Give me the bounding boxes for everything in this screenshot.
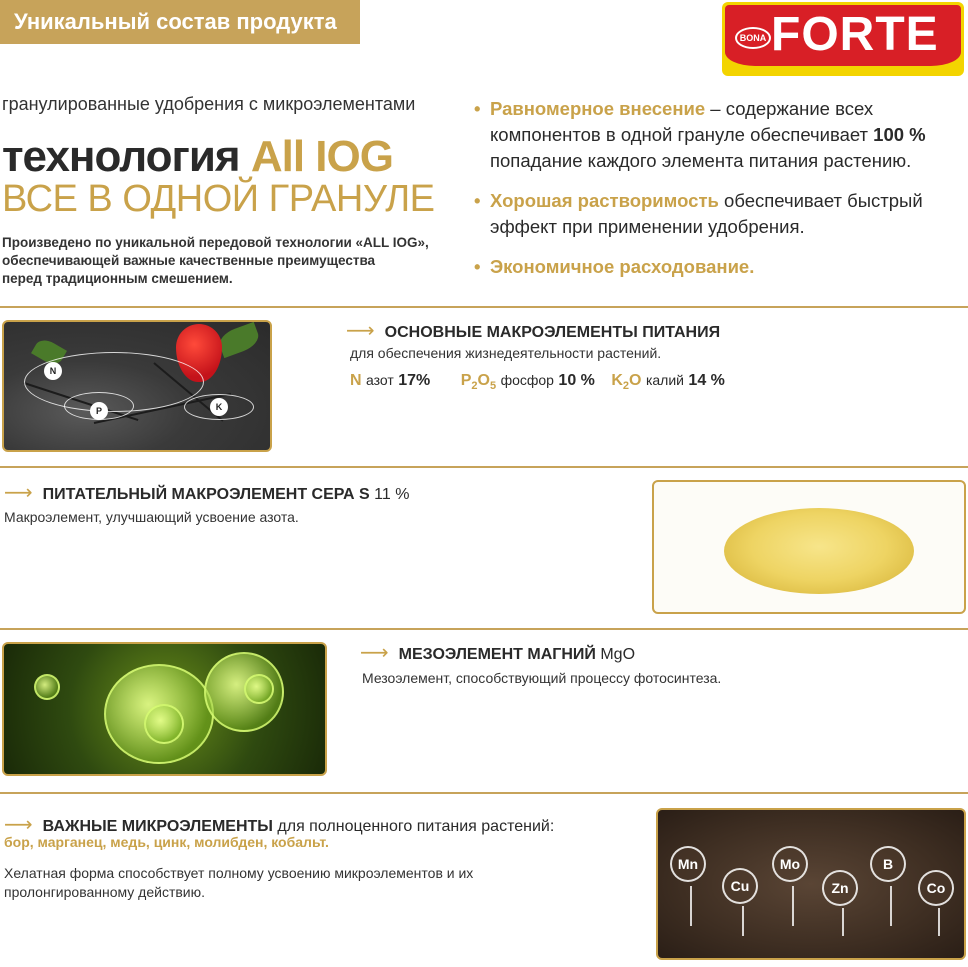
benefits-list xyxy=(474,96,964,294)
technology-title xyxy=(2,132,393,182)
nitrogen-label: N xyxy=(44,362,62,380)
copper-label: Cu xyxy=(722,868,758,904)
magnesium-text: Мезоэлемент, способствующий процессу фотосинтеза. xyxy=(362,670,722,686)
potassium-label: K xyxy=(210,398,228,416)
benefit-text: – содержание всех компонентов в одной грануле обеспечивает xyxy=(490,98,874,145)
magnesium-symbol: MgO xyxy=(600,646,636,663)
divider xyxy=(0,628,968,630)
element-value: 10 % xyxy=(558,372,595,389)
benefit-bold: Хорошая растворимость xyxy=(490,190,719,211)
element-value: 17% xyxy=(398,372,431,389)
sulfur-symbol: S xyxy=(359,486,370,503)
sulfur-text: Макроэлемент, улучшающий усвоение азота. xyxy=(4,509,299,525)
divider xyxy=(0,466,968,468)
element-subscript: 5 xyxy=(489,380,497,393)
manganese-label: Mn xyxy=(670,846,706,882)
arrow-right-icon: ⟶ xyxy=(4,482,33,504)
macro-title xyxy=(346,318,720,343)
element-symbol: O xyxy=(629,372,642,389)
sulfur-value: 11 % xyxy=(374,486,410,503)
arrow-right-icon: ⟶ xyxy=(360,642,389,664)
benefit-item xyxy=(474,96,964,174)
molybdenum-label: Mo xyxy=(772,846,808,882)
element-value: 14 % xyxy=(688,372,725,389)
element-symbol: N xyxy=(350,372,362,389)
benefit-bold: Равномерное внесение xyxy=(490,98,706,119)
technology-prefix: технология xyxy=(2,132,240,181)
produced-line: перед традиционным смешением. xyxy=(2,271,233,286)
macro-item-potassium xyxy=(611,372,725,393)
strawberry-soil-image xyxy=(2,320,272,452)
micro-title-text: ВАЖНЫЕ МИКРОЭЛЕМЕНТЫ xyxy=(42,818,273,835)
tagline: ВСЕ В ОДНОЙ ГРАНУЛЕ xyxy=(2,178,435,220)
macro-subtitle: для обеспечения жизнедеятельности растений. xyxy=(350,345,662,361)
benefit-text: попадание каждого элемента питания растению. xyxy=(490,150,912,171)
magnesium-title-text: МЕЗОЭЛЕМЕНТ МАГНИЙ xyxy=(398,646,596,663)
magnesium-title xyxy=(360,640,635,665)
element-subscript: 2 xyxy=(622,380,630,393)
bullet-dot-icon: • xyxy=(474,98,481,119)
macro-item-phosphorus xyxy=(460,372,600,393)
phosphorus-label: P xyxy=(90,402,108,420)
micro-title-rest: для полноценного питания растений: xyxy=(272,818,555,835)
benefit-text: обеспечивает быстрый эффект при применении удобрения. xyxy=(490,190,923,237)
sulfur-title xyxy=(4,480,409,505)
element-name: азот xyxy=(366,372,394,388)
sulfur-title-text: ПИТАТЕЛЬНЫЙ МАКРОЭЛЕМЕНТ СЕРА xyxy=(42,486,355,503)
sulfur-powder-image xyxy=(652,480,966,614)
macro-values xyxy=(350,372,725,392)
produced-description xyxy=(2,234,462,288)
logo-forte-text: FORTE xyxy=(771,8,939,61)
zinc-label: Zn xyxy=(822,870,858,906)
divider xyxy=(0,306,968,308)
element-symbol: O xyxy=(477,372,490,389)
bullet-dot-icon: • xyxy=(474,190,481,211)
benefit-bold: Экономичное расходование. xyxy=(490,256,755,277)
element-name: калий xyxy=(645,372,684,388)
logo-bona-text: BONA xyxy=(735,27,771,49)
soil-microelements-image xyxy=(656,808,966,960)
element-symbol: P xyxy=(460,372,472,389)
produced-line: Произведено по уникальной передовой технологии «ALL IOG», xyxy=(2,235,429,250)
micro-list: бор, марганец, медь, цинк, молибден, кобальт. xyxy=(4,834,329,850)
petri-dish-icon xyxy=(724,508,914,594)
intro-subtitle: гранулированные удобрения с микроэлементами xyxy=(2,94,416,114)
arrow-right-icon: ⟶ xyxy=(346,320,375,342)
micro-text-line: Хелатная форма способствует полному усвоению микроэлементов и их xyxy=(4,865,474,881)
micro-text xyxy=(4,864,473,902)
technology-name: All IOG xyxy=(250,132,393,181)
boron-label: B xyxy=(870,846,906,882)
element-name: фосфор xyxy=(500,372,554,388)
micro-text-line: пролонгированному действию. xyxy=(4,884,206,900)
arrow-right-icon: ⟶ xyxy=(4,814,33,836)
section-header-tag: Уникальный состав продукта xyxy=(0,0,360,44)
macro-title-text: ОСНОВНЫЕ МАКРОЭЛЕМЕНТЫ ПИТАНИЯ xyxy=(384,324,721,341)
benefit-strong: 100 % xyxy=(873,124,926,145)
element-symbol: K xyxy=(611,372,623,389)
cobalt-label: Co xyxy=(918,870,954,906)
benefit-item xyxy=(474,254,964,280)
element-subscript: 2 xyxy=(471,380,478,393)
produced-line: обеспечивающей важные качественные преимущества xyxy=(2,253,376,268)
bullet-dot-icon: • xyxy=(474,256,481,277)
macro-item-nitrogen xyxy=(350,372,435,389)
benefit-item xyxy=(474,188,964,240)
plant-cells-image xyxy=(2,642,327,776)
divider xyxy=(0,792,968,794)
bona-forte-logo xyxy=(722,2,964,76)
